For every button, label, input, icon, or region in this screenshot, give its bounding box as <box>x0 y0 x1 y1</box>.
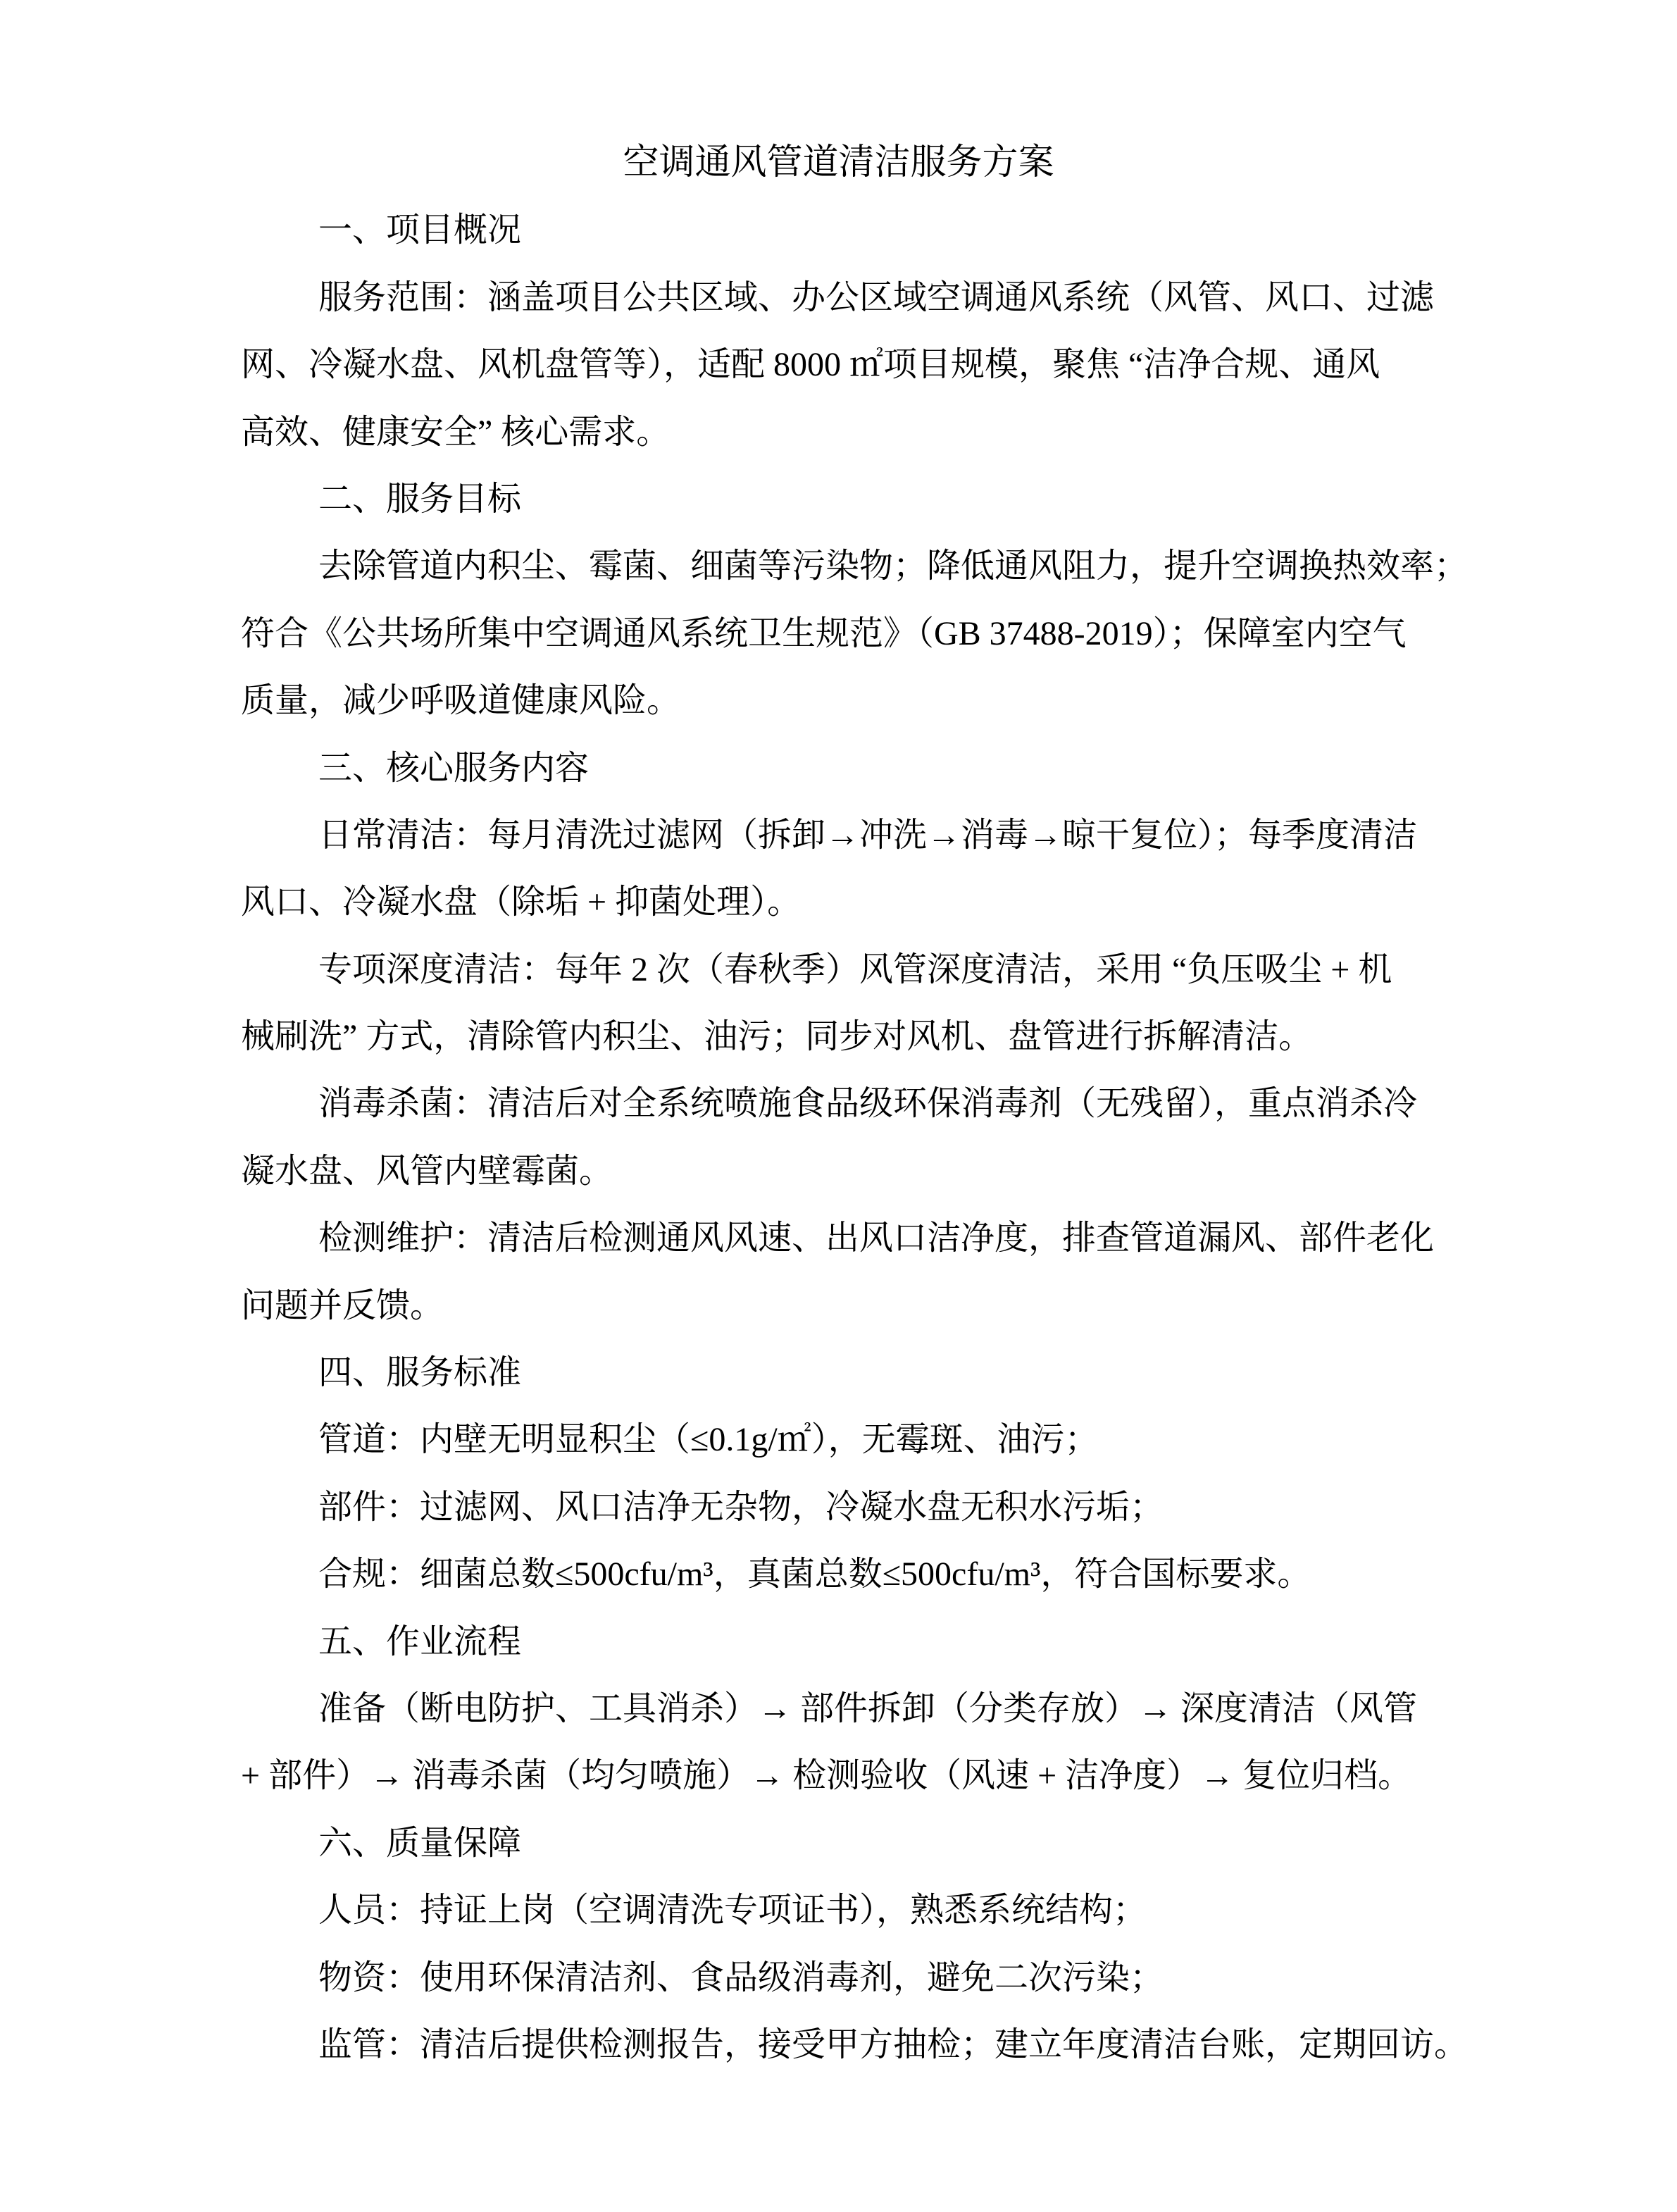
para-disinfection-line2: 凝水盘、风管内壁霉菌。 <box>241 1152 613 1190</box>
para-staff: 人员：持证上岗（空调清洗专项证书），熟悉系统结构； <box>318 1891 1147 1930</box>
para-service-goals-line2: 符合《公共场所集中空调通风系统卫生规范》（GB 37488-2019）；保障室内空气 <box>241 614 1407 652</box>
para-disinfection-line1: 消毒杀菌：清洁后对全系统喷施食品级环保消毒剂（无残留），重点消杀冷 <box>318 1085 1418 1123</box>
para-inspection-line1: 检测维护：清洁后检测通风风速、出风口洁净度，排查管道漏风、部件老化 <box>318 1219 1435 1257</box>
para-deep-cleaning-line1: 专项深度清洁：每年 2 次（春秋季）风管深度清洁，采用 “负压吸尘 + 机 <box>318 950 1392 988</box>
para-standard-duct: 管道：内壁无明显积尘（≤0.1g/㎡），无霉斑、油污； <box>318 1421 1099 1459</box>
document-title: 空调通风管道清洁服务方案 <box>623 143 1054 182</box>
para-supervision: 监管：清洁后提供检测报告，接受甲方抽检；建立年度清洁台账，定期回访。 <box>318 2025 1469 2063</box>
heading-quality-assurance: 六、质量保障 <box>318 1824 522 1862</box>
para-deep-cleaning-line2: 械刷洗” 方式，清除管内积尘、油污；同步对风机、盘管进行拆解清洁。 <box>241 1018 1313 1056</box>
para-service-scope-line3: 高效、健康安全” 核心需求。 <box>241 413 671 451</box>
para-inspection-line2: 问题并反馈。 <box>241 1286 444 1324</box>
heading-service-goals: 二、服务目标 <box>318 480 522 518</box>
para-materials: 物资：使用环保清洁剂、食品级消毒剂，避免二次污染； <box>318 1958 1164 1996</box>
para-standard-parts: 部件：过滤网、风口洁净无杂物，冷凝水盘无积水污垢； <box>318 1488 1164 1526</box>
para-daily-cleaning-line2: 风口、冷凝水盘（除垢 + 抑菌处理）。 <box>241 883 802 921</box>
para-standard-compliance: 合规：细菌总数≤500cfu/m³，真菌总数≤500cfu/m³，符合国标要求。 <box>318 1555 1311 1593</box>
para-service-scope-line2: 网、冷凝水盘、风机盘管等），适配 8000 ㎡项目规模，聚焦 “洁净合规、通风 <box>241 346 1380 384</box>
heading-project-overview: 一、项目概况 <box>318 211 522 249</box>
heading-work-process: 五、作业流程 <box>318 1622 522 1660</box>
para-process-line1: 准备（断电防护、工具消杀）→ 部件拆卸（分类存放）→ 深度清洁（风管 <box>318 1689 1418 1727</box>
heading-service-standards: 四、服务标准 <box>318 1354 522 1392</box>
para-service-scope-line1: 服务范围：涵盖项目公共区域、办公区域空调通风系统（风管、风口、过滤 <box>318 278 1435 316</box>
para-process-line2: + 部件）→ 消毒杀菌（均匀喷施）→ 检测验收（风速 + 洁净度）→ 复位归档。 <box>241 1757 1412 1795</box>
heading-core-services: 三、核心服务内容 <box>318 749 590 787</box>
para-service-goals-line3: 质量，减少呼吸道健康风险。 <box>241 682 681 720</box>
para-service-goals-line1: 去除管道内积尘、霉菌、细菌等污染物；降低通风阻力，提升空调换热效率； <box>318 547 1469 585</box>
para-daily-cleaning-line1: 日常清洁：每月清洗过滤网（拆卸→冲洗→消毒→晾干复位）；每季度清洁 <box>318 816 1418 854</box>
